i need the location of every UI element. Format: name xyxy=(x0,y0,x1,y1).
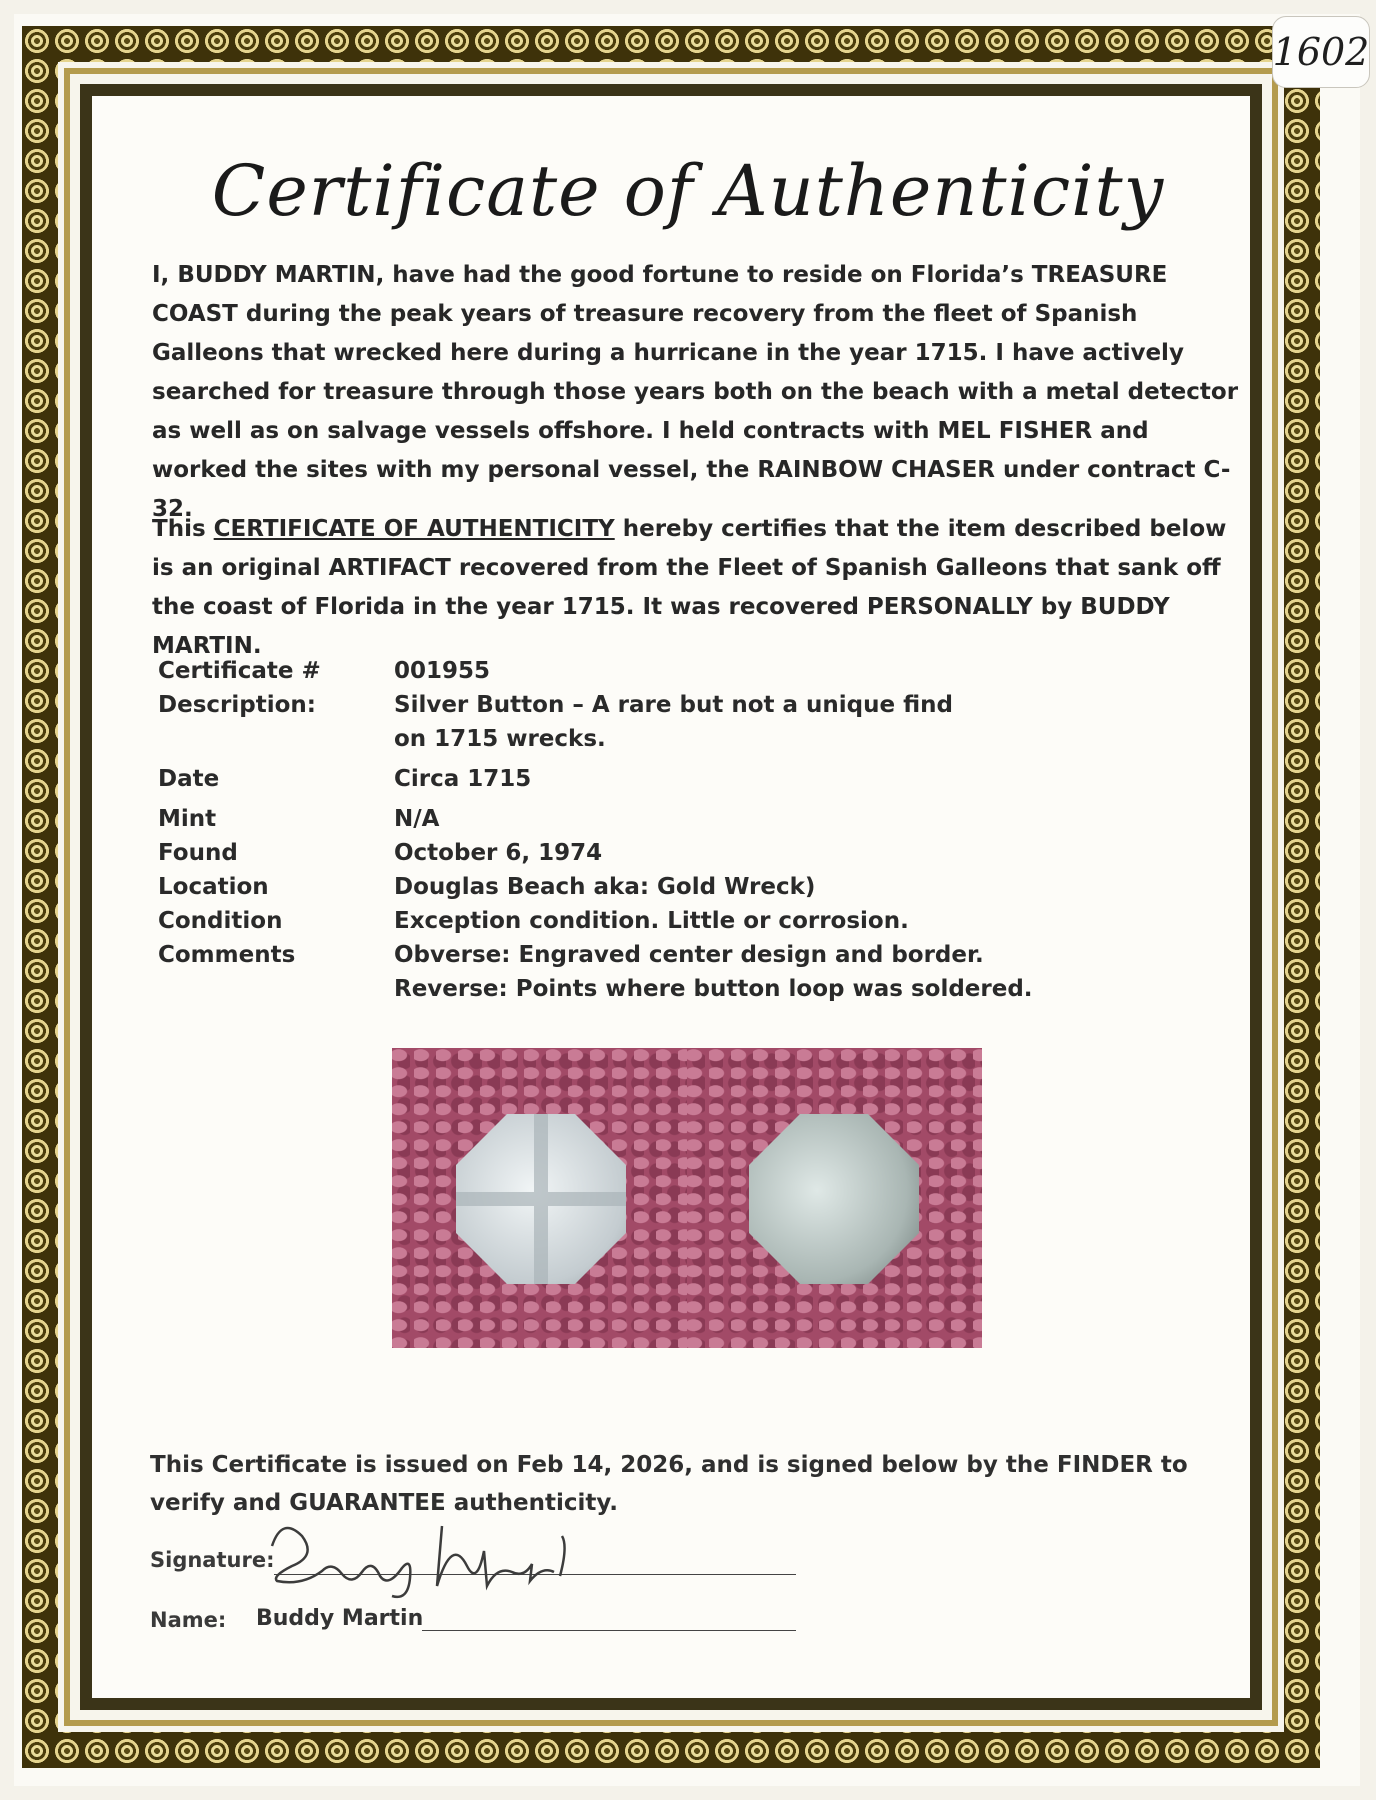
field-row: Found October 6, 1974 xyxy=(158,840,603,866)
artifact-details xyxy=(158,654,1058,1006)
handwritten-signature xyxy=(262,1506,602,1606)
issued-statement: This Certificate is issued on Feb 14, 2026, and is signed below by the FINDER to verify and GUARANTEE authenticity. xyxy=(150,1452,1188,1516)
field-row: Certificate # 001955 xyxy=(158,658,491,684)
obverse-photo xyxy=(392,1048,687,1348)
field-row: Description: Silver Button – A rare but not a unique find on 1715 wrecks. xyxy=(158,692,953,752)
silver-button-obverse xyxy=(456,1114,626,1284)
field-row: Location Douglas Beach aka: Gold Wreck) xyxy=(158,874,816,900)
reverse-photo xyxy=(687,1048,982,1348)
field-row: Date Circa 1715 xyxy=(158,766,532,792)
intro-paragraph: I, BUDDY MARTIN, have had the good fortune to reside on Florida’s TREASURE COAST during the peak years of treasure recovery from the fleet of Spanish Galleons that wrecked here during a hurricane in the year 1715. I have actively searched for treasure through those years both on the beach with a metal detector as well as on salvage vessels offshore. I held contracts with MEL FISHER and worked the sites with my personal vessel, the RAINBOW CHASER under contract C-32. xyxy=(152,262,1239,522)
field-row: Condition Exception condition. Little or corrosion. xyxy=(158,908,909,934)
statement-paragraph: This CERTIFICATE OF AUTHENTICITY hereby certifies that the item described below is an original ARTIFACT recovered from the Fleet of Spanish Galleons that sank off the coast of Florida in the year 1715. It was recovered PERSONALLY by BUDDY MARTIN. xyxy=(152,516,1227,659)
name-value: Buddy Martin xyxy=(256,1606,424,1631)
name-label: Name: xyxy=(150,1608,227,1632)
field-row: Comments Obverse: Engraved center design and border. xyxy=(158,942,984,968)
name-line xyxy=(422,1630,796,1631)
artifact-photo xyxy=(392,1048,982,1348)
field-row: Mint N/A xyxy=(158,806,440,832)
inventory-tag: 1602 xyxy=(1272,16,1370,88)
field-row: Reverse: Points where button loop was soldered. xyxy=(394,976,1033,1002)
certificate-title: Certificate of Authenticity xyxy=(211,150,1165,232)
silver-button-reverse xyxy=(749,1114,919,1284)
signature-label: Signature: xyxy=(150,1548,275,1572)
